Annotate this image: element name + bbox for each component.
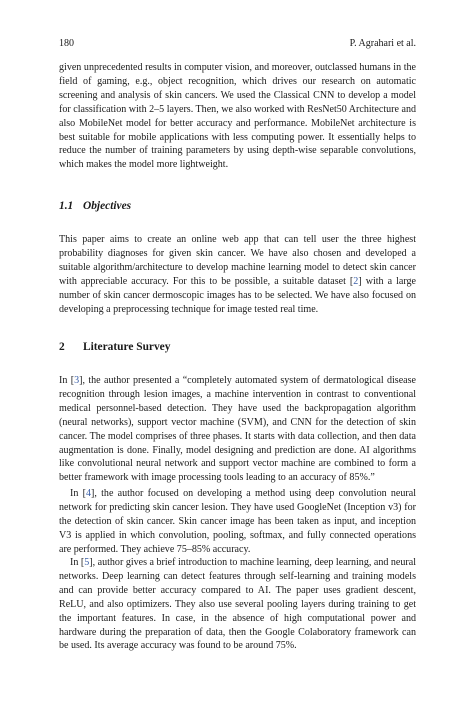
paragraph-text: ], the author focused on developing a method using deep convolution neural network for predicting skin cancer lesion. They have used GoogleNet (Inception v3) for the detection of skin cancer. Skin cancer image has been taken as input, and inception V3 is applied in which convolution, pooling, softmax, and fully connected operations are performed. They achieve 75–85% accuracy. — [59, 488, 417, 555]
paragraph-text: In [ — [59, 375, 75, 386]
objectives-number: 1.1 — [59, 200, 74, 212]
objectives-paragraph — [59, 233, 416, 316]
paragraph-text: In [ — [70, 488, 86, 499]
literature-paragraph-2 — [59, 487, 416, 557]
paragraph-text: ], author gives a brief introduction to machine learning, deep learning, and neural networks. Deep learning can detect features through self-learning and training models and can provide better accuracy compared to AI. The paper uses gradient descent, ReLU, and also optimizers. They also use several pooling layers during training to get the important features. In case, in the absence of high computational power and hardware during the preparation of data, then the Google Colaboratory framework can be used. Its average accuracy was found to be around 75%. — [59, 557, 416, 652]
paragraph-text: ], the author presented a “completely automated system of dermatological disease recognition through lesion images, a machine intervention in contrast to conventional medical personnel-based detection. They have used the backpropagation algorithm (neural networks), support vector machine (SVM), and CNN for the detection of skin cancer. The model comprises of three phases. It starts with data collection, and then data augmentation is done. Finally, model designing and prediction are done. AI algorithms like convolutional neural network and support vector machine are combined to form a better framework with image processing tools leading to an accuracy of 85%.” — [59, 375, 417, 484]
citation-link[interactable]: 4 — [85, 488, 92, 499]
intro-paragraph: given unprecedented results in computer vision, and moreover, outclassed humans in the field of gaming, e.g., object recognition, which drives our research on automatic screening and analysis of skin cancers. We used the Classical CNN to develop a model for classification with 2–5 layers. Then, we also worked with ResNet50 Architecture and also MobileNet model for better accuracy and performance. MobileNet architecture is best suitable for mobile applications with less computing power. It essentially helps to reduce the number of training parameters by using depth-wise separable convolutions, which makes the model more lightweight. — [59, 62, 416, 171]
citation-link[interactable]: 3 — [74, 375, 80, 386]
literature-paragraph-1 — [59, 374, 416, 485]
running-authors: P. Agrahari et al. — [349, 38, 416, 49]
literature-paragraph-3 — [59, 556, 416, 653]
literature-title: Literature Survey — [83, 341, 171, 353]
objectives-title: Objectives — [83, 200, 132, 212]
objectives-text-a: This paper aims to create an online web app that can tell user the three highest probability diagnoses for given skin cancer. We have also chosen and developed a suitable algorithm/architecture to develop machine learning model to detect skin cancer with appreciable accuracy. For this to be possible, a suitable dataset [ — [59, 234, 416, 287]
objectives-heading — [59, 199, 131, 213]
running-header — [59, 38, 416, 50]
paragraph-text: In [ — [70, 557, 85, 568]
literature-heading — [59, 340, 170, 354]
objectives-text-b: ] with a large number of skin cancer dermoscopic images has to be selected. We have also focused on developing a preprocessing technique for image tested real time. — [59, 275, 416, 315]
literature-number: 2 — [59, 341, 65, 353]
citation-link[interactable]: 5 — [84, 557, 90, 568]
page-number: 180 — [59, 38, 74, 49]
citation-link[interactable]: 2 — [353, 275, 359, 287]
